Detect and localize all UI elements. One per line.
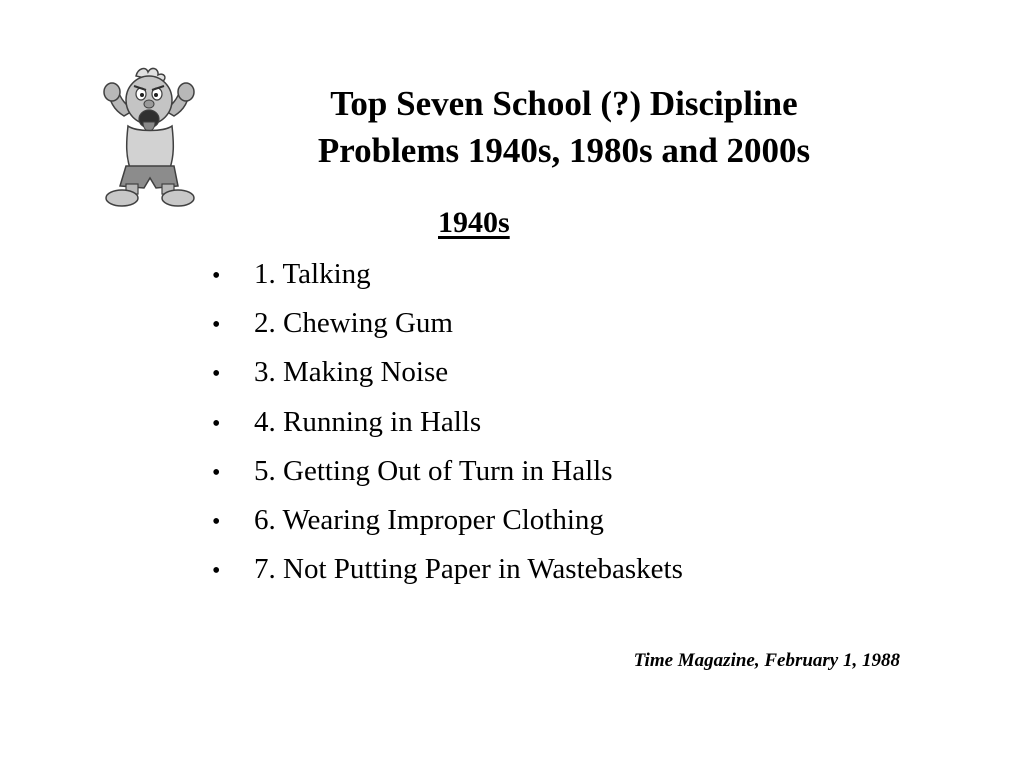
bullet-icon: • xyxy=(212,410,221,437)
bullet-list xyxy=(212,254,683,598)
section-heading: 1940s xyxy=(438,206,510,239)
list-item-text: 4. Running in Halls xyxy=(254,405,482,438)
list-item-text: 6. Wearing Improper Clothing xyxy=(254,503,604,536)
cartoon-kid-making-face-icon xyxy=(96,64,204,209)
list-item xyxy=(212,352,683,401)
list-item-text: 2. Chewing Gum xyxy=(254,307,453,340)
list-item-text: 5. Getting Out of Turn in Halls xyxy=(254,454,613,487)
bullet-icon: • xyxy=(212,558,221,585)
list-item xyxy=(212,254,683,303)
bullet-icon: • xyxy=(212,312,221,339)
list-item xyxy=(212,303,683,352)
bullet-icon: • xyxy=(212,361,221,388)
bullet-icon: • xyxy=(212,263,221,289)
bullet-icon: • xyxy=(212,508,221,535)
list-item-text: 1. Talking xyxy=(254,258,371,290)
slide-title-line-1: Top Seven School (?) Discipline xyxy=(330,84,798,123)
list-item xyxy=(212,451,683,500)
slide-title-line-2: Problems 1940s, 1980s and 2000s xyxy=(317,131,811,170)
list-item-text: 3. Making Noise xyxy=(254,356,449,389)
bullet-icon: • xyxy=(212,459,221,486)
list-item xyxy=(212,549,683,598)
list-item xyxy=(212,500,683,549)
slide-title xyxy=(240,80,888,174)
source-citation: Time Magazine, February 1, 1988 xyxy=(633,650,900,671)
list-item xyxy=(212,402,683,451)
list-item-text: 7. Not Putting Paper in Wastebaskets xyxy=(254,553,683,586)
